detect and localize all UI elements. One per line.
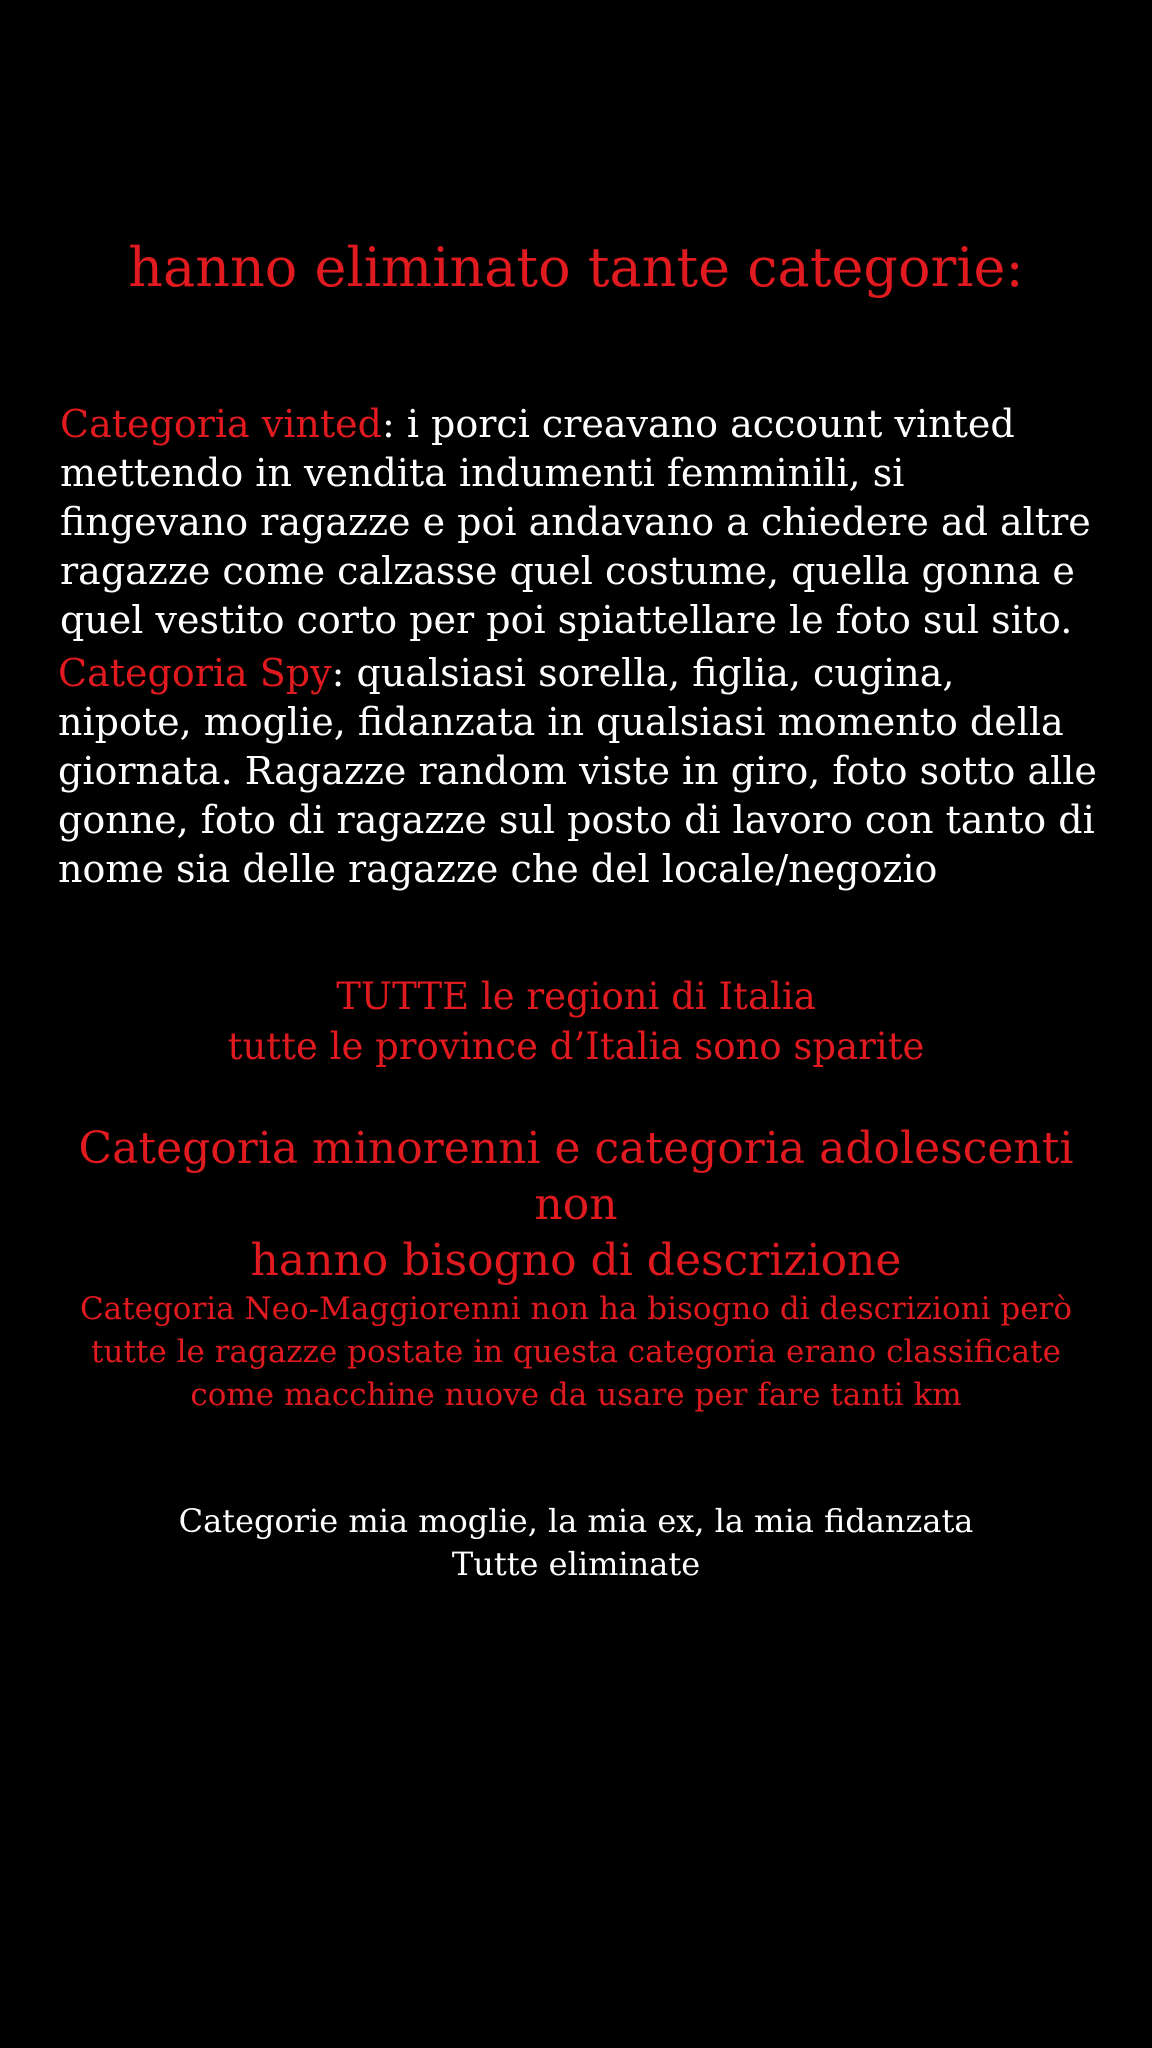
category-vinted-label: Categoria vinted <box>60 402 382 446</box>
mia-line-1: Categorie mia moglie, la mia ex, la mia fidanzata <box>178 1502 974 1540</box>
mia-line-2: Tutte eliminate <box>451 1545 701 1583</box>
minorenni-line-1: Categoria minorenni e categoria adolescenti non <box>78 1123 1074 1230</box>
mia-categories-block <box>40 1500 1112 1586</box>
minorenni-line-2: hanno bisogno di descrizione <box>250 1235 902 1286</box>
neo-line-2: tutte le ragazze postate in questa categoria erano classificate <box>91 1334 1061 1370</box>
category-spy-text: : qualsiasi sorella, figlia, cugina, nipote, moglie, fidanzata in qualsiasi momento della giornata. Ragazze random viste in giro, foto sotto alle gonne, foto di ragazze sul posto di lavoro con tanto di nome sia delle ragazze che del locale/negozio <box>58 651 1097 891</box>
regions-line-2: tutte le province d’Italia sono sparite <box>227 1025 925 1068</box>
category-vinted-paragraph <box>60 400 1100 645</box>
neo-maggiorenni-block <box>40 1288 1112 1417</box>
category-spy-paragraph <box>58 649 1098 894</box>
minorenni-block <box>40 1121 1112 1289</box>
neo-line-1: Categoria Neo-Maggiorenni non ha bisogno di descrizioni però <box>79 1291 1073 1327</box>
category-spy-label: Categoria Spy <box>58 651 332 695</box>
category-vinted-text: : i porci creavano account vinted mettendo in vendita indumenti femminili, si fingevano ragazze e poi andavano a chiedere ad altre ragazze come calzasse quel costume, quella gonna e quel vestito corto per poi spiattellare le foto sul sito. <box>60 402 1091 642</box>
regions-line-1: TUTTE le regioni di Italia <box>336 975 816 1018</box>
neo-line-3: come macchine nuove da usare per fare tanti km <box>190 1377 962 1413</box>
regions-block <box>40 972 1112 1072</box>
page-title: hanno eliminato tante categorie: <box>128 236 1024 299</box>
